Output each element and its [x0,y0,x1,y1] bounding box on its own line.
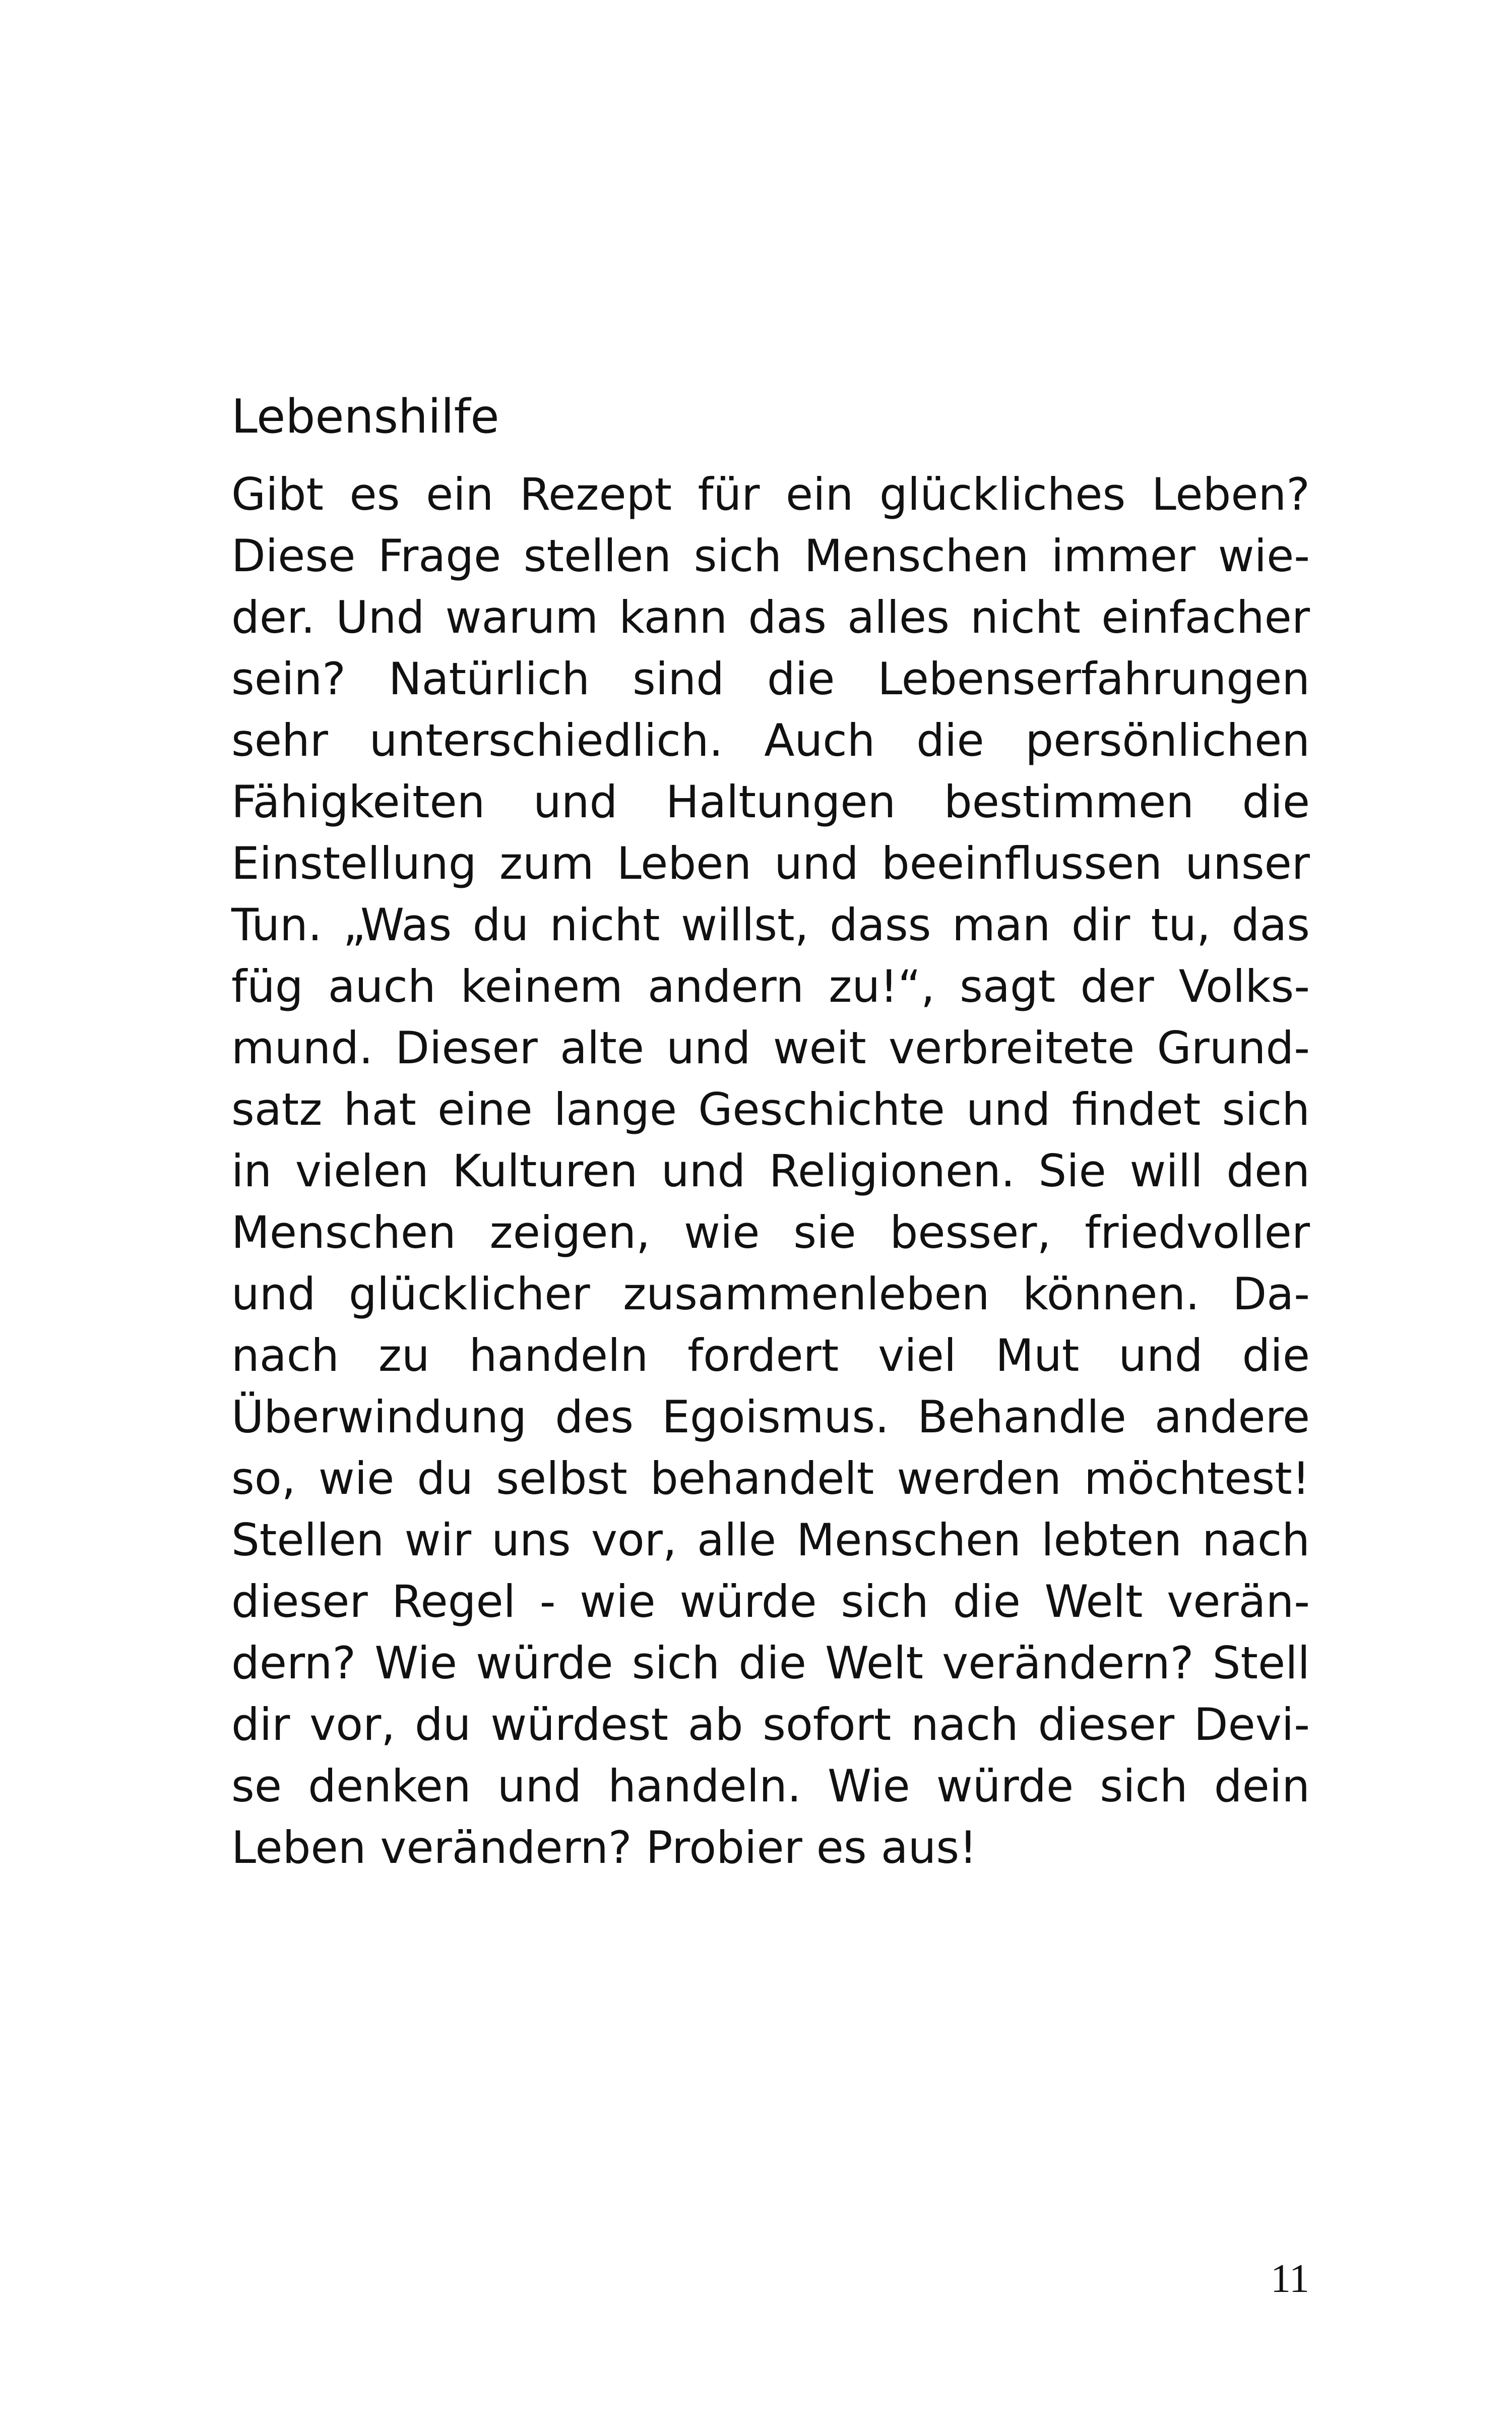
text-line: in vielen Kulturen und Religionen. Sie will den [231,1145,1310,1197]
text-line: satz hat eine lange Geschichte und findet sich [231,1083,1310,1135]
page-number: 11 [1270,2257,1309,2301]
text-line: und glücklicher zusammenleben können. Da- [231,1268,1310,1320]
text-line: Fähigkeiten und Haltungen bestimmen die [231,776,1310,828]
text-line: Einstellung zum Leben und beeinflussen unser [231,837,1310,889]
text-line: se denken und handeln. Wie würde sich dein [231,1760,1310,1812]
text-line: Überwindung des Egoismus. Behandle andere [231,1391,1310,1443]
text-line: nach zu handeln fordert viel Mut und die [231,1329,1310,1381]
text-line-last: Leben verändern? Probier es aus! [231,1822,977,1873]
text-line: mund. Dieser alte und weit verbreitete Grund- [231,1022,1310,1074]
text-line: der. Und warum kann das alles nicht einfacher [231,591,1310,643]
text-line: Gibt es ein Rezept für ein glückliches Leben? [231,468,1310,520]
text-line: so, wie du selbst behandelt werden möchtest! [231,1453,1310,1504]
text-line: Stellen wir uns vor, alle Menschen lebten nach [231,1514,1310,1566]
text-line: Tun. „Was du nicht willst, dass man dir tu, das [231,899,1310,951]
text-line: dieser Regel - wie würde sich die Welt verän- [231,1576,1310,1627]
text-line: sehr unterschiedlich. Auch die persönlichen [231,714,1310,766]
body-paragraph [231,464,1310,1879]
text-line: dern? Wie würde sich die Welt verändern? Stell [231,1637,1310,1689]
text-line: Menschen zeigen, wie sie besser, friedvoller [231,1206,1310,1258]
text-line: dir vor, du würdest ab sofort nach dieser Devi- [231,1699,1310,1750]
text-line: füg auch keinem andern zu!“, sagt der Volks- [231,960,1310,1012]
section-heading: Lebenshilfe [231,389,499,444]
text-line: Diese Frage stellen sich Menschen immer wie- [231,530,1310,582]
text-line: sein? Natürlich sind die Lebenserfahrungen [231,653,1310,705]
